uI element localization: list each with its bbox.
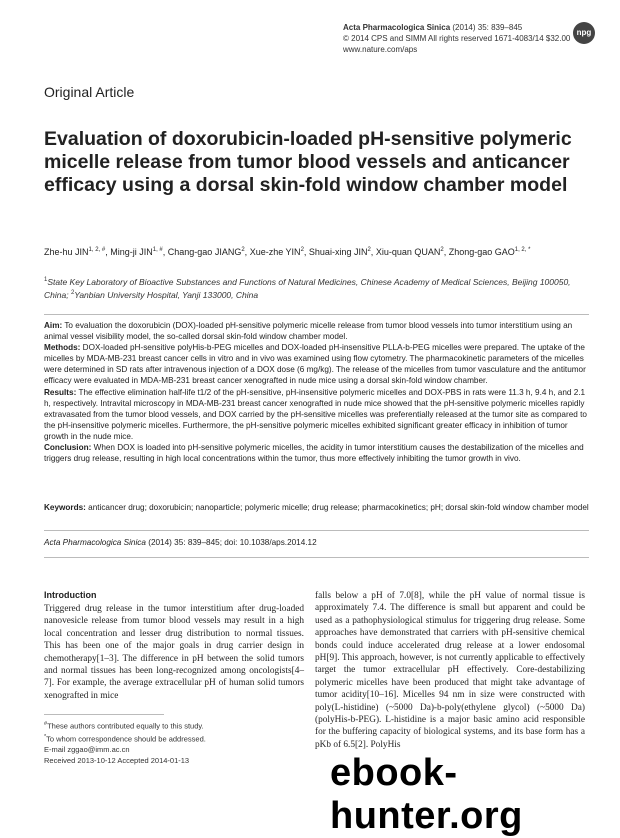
section-heading: Introduction xyxy=(44,590,97,600)
footnote-received: Received 2013-10-12 Accepted 2014-01-13 xyxy=(44,755,190,765)
abstract-aim: Aim: To evaluation the doxorubicin (DOX)-loaded pH-sensitive polymeric micelle release from tumor blood vessels into tumor interstitium using an animal vessel visibility model, the so-called dorsal skin-fold window chamber model. xyxy=(44,321,573,342)
intro-right-column: falls below a pH of 7.0[8], while the pH value of normal tissue is approximately 7.4. The difference is small but apparent and could be used as a pathophysiological stimulus for triggering drug release. Some approaches have demonstrated that carriers with pH-sensitive chemical bonds could induce accelerated drug release at a lower endosomal pH[9]. This approach, however, is not currently applicable to effectively target the tumor extracellular pH effectively. Core-destabilizing polymeric micelles have been produced that might take advantage of tumor acidity[10–16]. Micelles 94 nm in size were constructed with poly(L-histidine) (~5000 Da)-b-poly(ethylene glycol) (~5000 Da) (polyHis-b-PEG). L-histidine is a major basic amino acid responsible for the buffering capacity of biological systems, and its base form has a pKb of 6.5[2]. PolyHis xyxy=(315,591,585,750)
watermark: ebook-hunter.org xyxy=(330,752,523,837)
journal-meta: (2014) 35: 839–845 xyxy=(452,23,523,32)
divider xyxy=(44,557,589,558)
affiliations: $^1$State Key Laboratory of Bioactive Substances and Functions of Natural Medicines, Chinese Academy of Medical Sciences, Beijing 100050, China; $^2$Yanbian University Hospital, Yanji 133000, China xyxy=(44,276,571,301)
footnote-equal: #These authors contributed equally to this study. xyxy=(44,721,204,731)
footnote-divider xyxy=(44,714,164,715)
journal-header xyxy=(343,22,570,55)
abstract-conclusion: Conclusion: When DOX is loaded into pH-sensitive polymeric micelles, the acidity in tumor interstitium causes the destabilization of the micelles and triggers drug release, resulting in high local concentrations within the tumor, thus more effectively inhibiting the tumor growth in vivo. xyxy=(44,443,584,464)
abstract-results: Results: The effective elimination half-life t1/2 of the pH-sensitive, pH-insensitive polymeric micelles and DOX-PBS in rats were 11.3 h, 9.4 h, and 2.1 h, respectively. Intravital microscopy in MDA-MB-231 breast cancer xenografted in nude mice showed that the pH-sensitive polymeric micelles rapidly extravasated from the tumor blood vessels, and DOX carried by the pH-sensitive micelles was preferentially released at the tumor site as compared to the pH-insensitive polymeric micelles. Furthermore, the pH-sensitive polymeric micelles exhibited significant greater efficacy in inhibition of tumor growth in the nude mice. xyxy=(44,387,587,441)
author: Chang-gao JIANG$^2$ xyxy=(167,247,245,257)
author: Zhe-hu $JIN^{1, 2, \#}$ xyxy=(44,247,106,257)
abstract xyxy=(44,320,589,464)
author: Xiu-quan QUAN$^2$ xyxy=(375,247,444,257)
footnote-email[interactable]: E-mail zggao@imm.ac.cn xyxy=(44,745,130,754)
footnotes xyxy=(44,719,314,766)
journal-name: Acta Pharmacologica Sinica xyxy=(343,23,451,32)
journal-url[interactable]: www.nature.com/aps xyxy=(343,45,418,54)
abstract-methods: Methods: DOX-loaded pH-sensitive polyHis-b-PEG micelles and DOX-loaded pH-insensitive PLLA-b-PEG micelles were prepared. The uptake of the micelles by MDA-MB-231 breast cancer cells in vitro and in vivo was examined using flow cytometry. The pharmacokinetic parameters of the micelles were determined in SD rats after intravenous injection of a DOX dose (6 mg/kg). The release of the micelles from tumor vasculature and the antitumor efficacy were evaluated in MDA-MB-231 breast cancer xenografted in nude mice using a dorsal skin-fold window chamber. xyxy=(44,343,586,386)
author: Zhong-gao $GAO^{1, 2, *}$ xyxy=(448,247,531,257)
author: Ming-ji $JIN^{1, \#}$ xyxy=(110,247,163,257)
author: Xue-zhe YIN$^2$ xyxy=(249,247,304,257)
copyright-line: © 2014 CPS and SIMM All rights reserved 1671-4083/14 $32.00 xyxy=(343,34,571,43)
npg-logo: npg xyxy=(573,22,595,44)
author: Shuai-xing JIN$^2$ xyxy=(308,247,371,257)
article-type: Original Article xyxy=(44,84,135,100)
divider xyxy=(44,314,589,315)
footnote-correspondence: *To whom correspondence should be addressed. xyxy=(44,734,206,744)
keywords: Keywords: anticancer drug; doxorubicin; nanoparticle; polymeric micelle; drug release; pharmacokinetics; pH; dorsal skin-fold window chamber model xyxy=(44,503,589,512)
affiliation-2: Yanbian University Hospital, Yanji 133000, China xyxy=(74,290,259,301)
author-list: Zhe-hu $JIN^{1, 2, \#}$, Ming-ji $JIN^{1, \#}$, Chang-gao JIANG$^2$, Xue-zhe YIN$^2$, Shuai-xing JIN$^2$, Xiu-quan QUAN$^2$, Zhong-gao $GAO^{1, 2, *}$ xyxy=(44,247,531,257)
divider xyxy=(44,530,589,531)
article-title: Evaluation of doxorubicin-loaded pH-sensitive polymeric micelle release from tumor blood vessels and anticancer efficacy using a dorsal skin-fold window chamber model xyxy=(44,128,572,196)
intro-left-column: Triggered drug release in the tumor interstitium after drug-loaded nanovesicle release from tumor blood vessels may result in a high local concentration and lesser drug distribution to normal tissues. This has been one of the major goals in drug carrier design in chemotherapy[1–3]. The difference in pH between the solid tumors and normal tissues has been long-recognized among oncologists[4–7]. For example, the average extracellular pH of human solid tumors xenografted in mice xyxy=(44,604,304,701)
citation: Acta Pharmacologica Sinica (2014) 35: 839–845; doi: 10.1038/aps.2014.12 xyxy=(44,538,317,547)
affiliation-1: State Key Laboratory of Bioactive Substances and Functions of Natural Medicines, Chinese Academy of Medical Sciences, Beijing 100050, China; xyxy=(44,276,571,301)
